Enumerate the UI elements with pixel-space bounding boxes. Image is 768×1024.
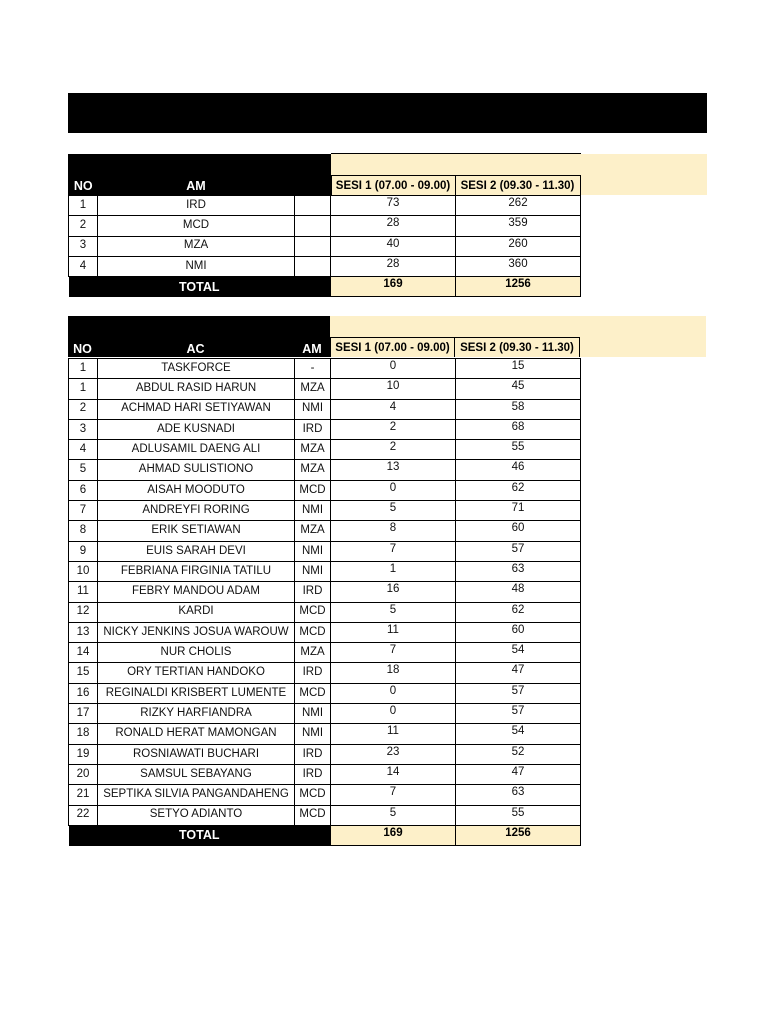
sesi2-value: 262 <box>456 196 581 216</box>
sesi2-value: 57 <box>456 683 581 703</box>
am-code: MZA <box>295 440 331 460</box>
sesi1-value: 10 <box>331 379 456 399</box>
ac-name: ANDREYFI RORING <box>98 501 295 521</box>
total-label: TOTAL <box>69 825 331 845</box>
sesi1-value: 0 <box>331 359 456 379</box>
am-summary-table <box>68 153 707 195</box>
total-sesi2: 1256 <box>456 825 581 845</box>
table-row <box>69 744 581 764</box>
sesi1-value: 1 <box>331 561 456 581</box>
row-number: 9 <box>69 541 98 561</box>
sesi2-value: 63 <box>456 561 581 581</box>
sesi2-value: 359 <box>456 216 581 236</box>
ac-name: AHMAD SULISTIONO <box>98 460 295 480</box>
sesi1-value: 18 <box>331 663 456 683</box>
sesi2-value: 62 <box>456 480 581 500</box>
ac-detail-body <box>68 358 581 846</box>
sesi1-value: 14 <box>331 764 456 784</box>
ac-header-row <box>68 316 706 357</box>
ac-name: EUIS SARAH DEVI <box>98 541 295 561</box>
sesi2-value: 58 <box>456 399 581 419</box>
ac-name: KARDI <box>98 602 295 622</box>
row-number: 1 <box>69 379 98 399</box>
sesi2-value: 54 <box>456 643 581 663</box>
sesi2-column-header: SESI 2 (09.30 - 11.30) <box>455 337 580 357</box>
sesi2-value: 54 <box>456 724 581 744</box>
sesi1-header-cell <box>331 154 456 195</box>
row-number: 15 <box>69 663 98 683</box>
table-row <box>69 236 581 256</box>
am-code: MZA <box>295 643 331 663</box>
ac-name: NICKY JENKINS JOSUA WAROUW <box>98 622 295 642</box>
sesi2-value: 68 <box>456 419 581 439</box>
table-row <box>69 419 581 439</box>
sesi1-column-header: SESI 1 (07.00 - 09.00) <box>330 337 455 357</box>
am-code: NMI <box>295 724 331 744</box>
am-name: NMI <box>98 256 295 276</box>
sesi1-value: 11 <box>331 622 456 642</box>
blank-column-header <box>295 154 331 195</box>
row-number: 6 <box>69 480 98 500</box>
sesi2-value: 71 <box>456 501 581 521</box>
row-number: 2 <box>69 216 98 236</box>
table-row <box>69 480 581 500</box>
am-code: IRD <box>295 663 331 683</box>
sesi1-value: 4 <box>331 399 456 419</box>
sesi1-value: 8 <box>331 521 456 541</box>
table-row <box>69 683 581 703</box>
row-number: 11 <box>69 582 98 602</box>
sesi1-value: 11 <box>331 724 456 744</box>
sesi1-value: 16 <box>331 582 456 602</box>
sesi2-value: 55 <box>456 440 581 460</box>
sesi1-value: 0 <box>331 480 456 500</box>
ac-name: ABDUL RASID HARUN <box>98 379 295 399</box>
ac-name: ADLUSAMIL DAENG ALI <box>98 440 295 460</box>
sesi2-value: 52 <box>456 744 581 764</box>
total-row <box>69 277 581 297</box>
sesi2-value: 60 <box>456 622 581 642</box>
ac-detail-table <box>68 316 706 357</box>
table-row <box>69 256 581 276</box>
ac-name: ERIK SETIAWAN <box>98 521 295 541</box>
table-row <box>69 643 581 663</box>
sesi2-value: 47 <box>456 764 581 784</box>
no-column-header: NO <box>68 316 97 357</box>
am-name: IRD <box>98 196 295 216</box>
no-column-header: NO <box>69 154 98 195</box>
table-row <box>69 196 581 216</box>
sesi2-header-cell <box>455 316 580 357</box>
ac-name: ROSNIAWATI BUCHARI <box>98 744 295 764</box>
sesi1-column-header: SESI 1 (07.00 - 09.00) <box>331 175 456 195</box>
sesi1-value: 5 <box>331 805 456 825</box>
am-code: MZA <box>295 521 331 541</box>
am-code: MCD <box>295 785 331 805</box>
am-code: MZA <box>295 460 331 480</box>
table-row <box>69 399 581 419</box>
am-code: - <box>295 359 331 379</box>
ac-name: AISAH MOODUTO <box>98 480 295 500</box>
am-column-header: AM <box>294 316 330 357</box>
title-bar <box>68 93 707 133</box>
sesi2-value: 45 <box>456 379 581 399</box>
sesi1-value: 23 <box>331 744 456 764</box>
row-number: 22 <box>69 805 98 825</box>
ac-name: FEBRY MANDOU ADAM <box>98 582 295 602</box>
sesi2-value: 63 <box>456 785 581 805</box>
table-row <box>69 602 581 622</box>
table-row <box>69 724 581 744</box>
blank-cell <box>295 216 331 236</box>
sesi1-value: 0 <box>331 683 456 703</box>
row-number: 7 <box>69 501 98 521</box>
ac-name: RONALD HERAT MAMONGAN <box>98 724 295 744</box>
row-number: 4 <box>69 440 98 460</box>
sesi1-value: 5 <box>331 602 456 622</box>
row-number: 1 <box>69 359 98 379</box>
am-code: NMI <box>295 561 331 581</box>
row-number: 10 <box>69 561 98 581</box>
header-band-extension <box>580 316 706 357</box>
am-code: MCD <box>295 480 331 500</box>
am-code: NMI <box>295 541 331 561</box>
ac-name: TASKFORCE <box>98 359 295 379</box>
sesi2-value: 48 <box>456 582 581 602</box>
sesi1-value: 0 <box>331 704 456 724</box>
am-code: MCD <box>295 805 331 825</box>
row-number: 5 <box>69 460 98 480</box>
am-name: MZA <box>98 236 295 256</box>
am-summary-body <box>68 195 581 297</box>
table-row <box>69 805 581 825</box>
sesi2-value: 55 <box>456 805 581 825</box>
sesi1-value: 13 <box>331 460 456 480</box>
total-sesi1: 169 <box>331 277 456 297</box>
header-band-extension <box>581 154 707 195</box>
ac-name: ORY TERTIAN HANDOKO <box>98 663 295 683</box>
total-sesi1: 169 <box>331 825 456 845</box>
sesi1-value: 28 <box>331 216 456 236</box>
blank-cell <box>295 236 331 256</box>
am-column-header: AM <box>98 154 295 195</box>
row-number: 8 <box>69 521 98 541</box>
sesi2-value: 47 <box>456 663 581 683</box>
table-row <box>69 541 581 561</box>
row-number: 2 <box>69 399 98 419</box>
sesi2-value: 57 <box>456 541 581 561</box>
ac-name: SEPTIKA SILVIA PANGANDAHENG <box>98 785 295 805</box>
sesi2-value: 46 <box>456 460 581 480</box>
am-code: NMI <box>295 501 331 521</box>
table-row <box>69 622 581 642</box>
am-code: NMI <box>295 704 331 724</box>
row-number: 1 <box>69 196 98 216</box>
sesi2-column-header: SESI 2 (09.30 - 11.30) <box>456 175 581 195</box>
row-number: 4 <box>69 256 98 276</box>
table-row <box>69 764 581 784</box>
am-name: MCD <box>98 216 295 236</box>
table-row <box>69 704 581 724</box>
sesi2-value: 57 <box>456 704 581 724</box>
am-header-row <box>69 154 707 195</box>
sesi2-value: 62 <box>456 602 581 622</box>
ac-name: SAMSUL SEBAYANG <box>98 764 295 784</box>
row-number: 17 <box>69 704 98 724</box>
sesi1-value: 5 <box>331 501 456 521</box>
row-number: 18 <box>69 724 98 744</box>
ac-name: FEBRIANA FIRGINIA TATILU <box>98 561 295 581</box>
row-number: 21 <box>69 785 98 805</box>
row-number: 19 <box>69 744 98 764</box>
total-row <box>69 825 581 845</box>
sesi2-value: 15 <box>456 359 581 379</box>
table-row <box>69 785 581 805</box>
table-row <box>69 521 581 541</box>
am-code: IRD <box>295 744 331 764</box>
table-row <box>69 359 581 379</box>
table-row <box>69 561 581 581</box>
total-sesi2: 1256 <box>456 277 581 297</box>
blank-cell <box>295 256 331 276</box>
sesi1-header-cell <box>330 316 455 357</box>
row-number: 3 <box>69 419 98 439</box>
row-number: 12 <box>69 602 98 622</box>
sesi1-value: 73 <box>331 196 456 216</box>
table-row <box>69 379 581 399</box>
ac-name: SETYO ADIANTO <box>98 805 295 825</box>
am-code: IRD <box>295 582 331 602</box>
am-code: MZA <box>295 379 331 399</box>
table-row <box>69 582 581 602</box>
table-row <box>69 460 581 480</box>
ac-name: ADE KUSNADI <box>98 419 295 439</box>
row-number: 16 <box>69 683 98 703</box>
row-number: 20 <box>69 764 98 784</box>
table-row <box>69 663 581 683</box>
sesi2-header-cell <box>456 154 581 195</box>
table-row <box>69 440 581 460</box>
row-number: 3 <box>69 236 98 256</box>
am-code: MCD <box>295 602 331 622</box>
ac-name: REGINALDI KRISBERT LUMENTE <box>98 683 295 703</box>
ac-name: NUR CHOLIS <box>98 643 295 663</box>
sesi1-value: 2 <box>331 440 456 460</box>
ac-name: RIZKY HARFIANDRA <box>98 704 295 724</box>
blank-cell <box>295 196 331 216</box>
am-code: MCD <box>295 683 331 703</box>
sesi1-value: 40 <box>331 236 456 256</box>
sesi1-value: 2 <box>331 419 456 439</box>
table-row <box>69 501 581 521</box>
sesi1-value: 7 <box>331 541 456 561</box>
sesi2-value: 260 <box>456 236 581 256</box>
sesi1-value: 7 <box>331 785 456 805</box>
sesi1-value: 28 <box>331 256 456 276</box>
am-code: IRD <box>295 764 331 784</box>
table-row <box>69 216 581 236</box>
sesi2-value: 360 <box>456 256 581 276</box>
row-number: 14 <box>69 643 98 663</box>
ac-column-header: AC <box>97 316 294 357</box>
am-code: MCD <box>295 622 331 642</box>
am-code: NMI <box>295 399 331 419</box>
row-number: 13 <box>69 622 98 642</box>
total-label: TOTAL <box>69 277 331 297</box>
sesi2-value: 60 <box>456 521 581 541</box>
ac-name: ACHMAD HARI SETIYAWAN <box>98 399 295 419</box>
sesi1-value: 7 <box>331 643 456 663</box>
am-code: IRD <box>295 419 331 439</box>
